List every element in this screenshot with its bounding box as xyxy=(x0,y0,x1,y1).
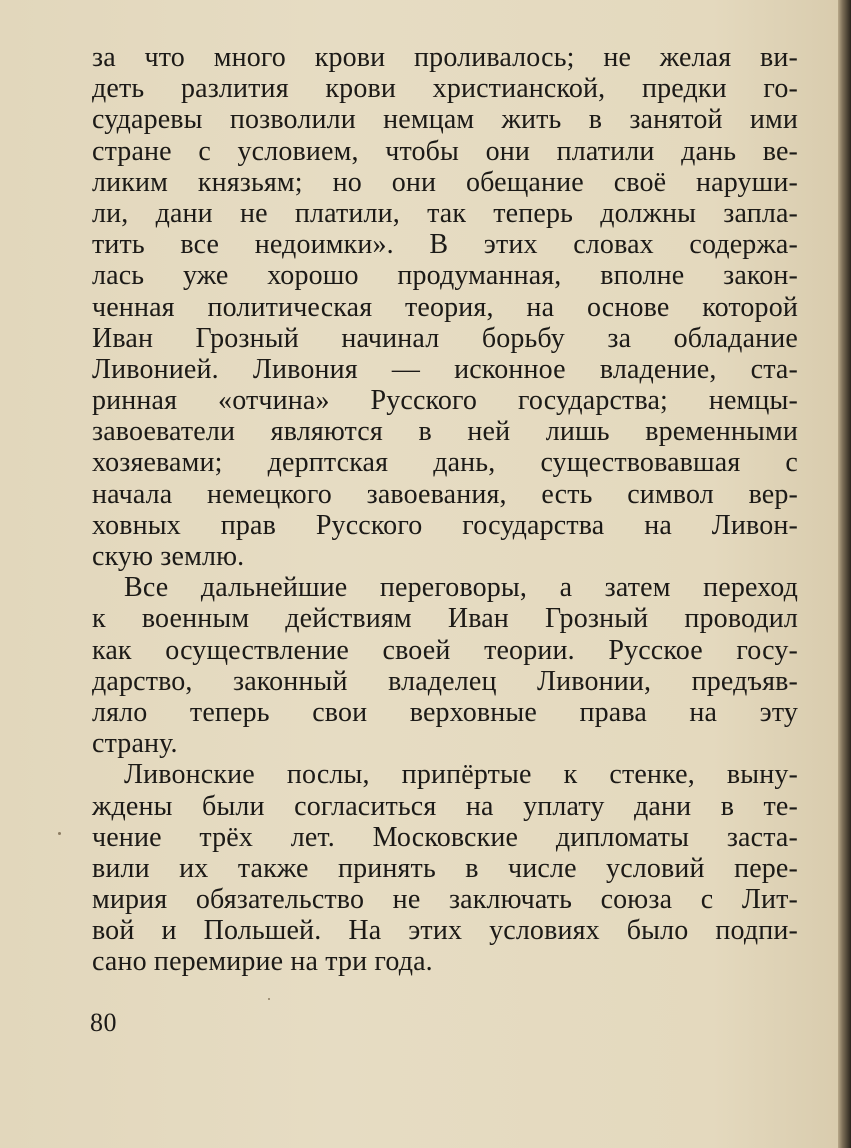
text-line: ждены были согласиться на уплату дани в те- xyxy=(92,790,798,822)
text-line: скую землю. xyxy=(92,541,245,572)
text-line: ли, дани не платили, так теперь должны запла- xyxy=(92,197,798,229)
text-line: сано перемирие на три года. xyxy=(92,946,433,978)
text-line: чение трёх лет. Московские дипломаты заста- xyxy=(92,821,798,853)
text-line: как осуществление своей теории. Русское госу- xyxy=(92,634,798,666)
book-spine-shadow xyxy=(838,0,851,1148)
text-line: деть разлития крови христианской, предки го- xyxy=(92,73,798,105)
text-line: мирия обязательство не заключать союза с Лит- xyxy=(92,884,798,916)
text-line: ринная «отчина» Русского государства; немцы- xyxy=(92,385,798,417)
text-line: стране с условием, чтобы они платили дань ве- xyxy=(92,135,798,167)
paper-speck xyxy=(58,832,61,835)
text-line: завоеватели являются в ней лишь временными xyxy=(92,416,798,448)
text-line: к военным действиям Иван Грозный проводил xyxy=(92,603,798,635)
text-line: ляло теперь свои верховные права на эту xyxy=(92,696,798,728)
paragraph-start-line: Ливонские послы, припёртые к стенке, выну- xyxy=(124,759,798,791)
text-line: ховных прав Русского государства на Ливон- xyxy=(92,509,798,541)
text-line: вой и Польшей. На этих условиях было подпи- xyxy=(92,915,798,947)
text-line: ликим князьям; но они обещание своё наруши- xyxy=(92,166,798,198)
text-line: тить все недоимки». В этих словах содержа- xyxy=(92,229,798,261)
body-text xyxy=(92,42,798,978)
text-line: начала немецкого завоевания, есть символ вер- xyxy=(92,478,798,510)
text-line: вили их также принять в числе условий пере- xyxy=(92,852,798,884)
text-line: Иван Грозный начинал борьбу за обладание xyxy=(92,322,798,354)
text-line: хозяевами; дерптская дань, существовавшая с xyxy=(92,447,798,479)
text-line: дарство, законный владелец Ливонии, предъяв- xyxy=(92,665,798,697)
paper-speck xyxy=(268,998,270,1000)
paragraph-start-line: Все дальнейшие переговоры, а затем переход xyxy=(124,572,798,604)
text-line: лась уже хорошо продуманная, вполне закон- xyxy=(92,260,798,292)
text-line: страну. xyxy=(92,728,178,760)
text-line: Ливонией. Ливония — исконное владение, ста- xyxy=(92,353,798,385)
page-number: 80 xyxy=(90,1008,117,1037)
text-line: за что много крови проливалось; не желая ви- xyxy=(92,42,798,73)
text-line: сударевы позволили немцам жить в занятой ими xyxy=(92,104,798,136)
text-line: ченная политическая теория, на основе которой xyxy=(92,291,798,323)
